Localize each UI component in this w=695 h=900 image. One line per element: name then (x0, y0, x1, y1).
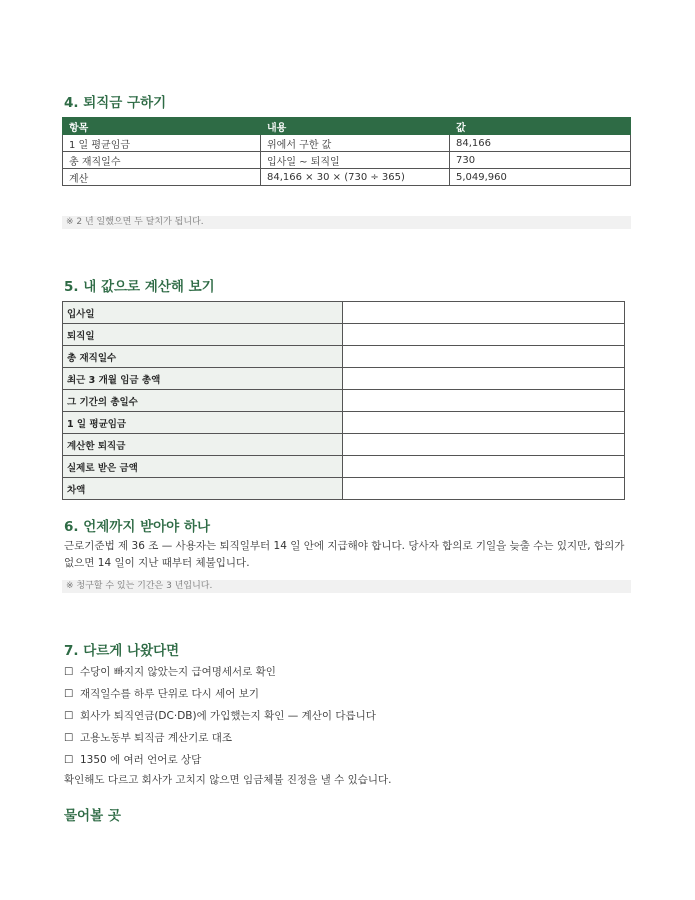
section-7-closing: 확인해도 다르고 회사가 고치지 않으면 임금체불 진정을 낼 수 있습니다. (64, 774, 392, 786)
checklist-item-label: 고용노동부 퇴직금 계산기로 대조 (80, 732, 233, 744)
form-row-input[interactable] (343, 368, 625, 390)
form-row (63, 434, 625, 456)
checklist-item-label: 1350 에 여러 언어로 상담 (80, 754, 202, 766)
table-row (63, 169, 631, 186)
table-cell: 84,166 (450, 135, 631, 152)
form-row-label: 최근 3 개월 임금 총액 (63, 368, 343, 390)
checklist-item[interactable] (64, 683, 376, 705)
table-cell: 5,049,960 (450, 169, 631, 186)
form-row-label: 입사일 (63, 302, 343, 324)
section-5-heading: 5. 내 값으로 계산해 보기 (64, 279, 215, 295)
table-cell: 입사일 ~ 퇴직일 (261, 152, 450, 169)
form-row (63, 478, 625, 500)
form-row (63, 324, 625, 346)
table-row (63, 152, 631, 169)
checkbox-icon[interactable]: ☐ (64, 710, 74, 722)
form-row-input[interactable] (343, 302, 625, 324)
table-cell: 위에서 구한 값 (261, 135, 450, 152)
column-header-value: 값 (450, 118, 631, 135)
form-row-label: 1 일 평균임금 (63, 412, 343, 434)
checkbox-icon[interactable]: ☐ (64, 732, 74, 744)
section-6-body: 근로기준법 제 36 조 — 사용자는 퇴직일부터 14 일 안에 지급해야 합니다. 당사자 합의로 기일을 늦출 수는 있지만, 합의가 없으면 14 일이 지난 때부터 체불입니다. (64, 540, 625, 569)
my-values-form-table (62, 301, 625, 500)
form-row-input[interactable] (343, 346, 625, 368)
form-row-input[interactable] (343, 324, 625, 346)
form-row (63, 456, 625, 478)
checklist-item[interactable] (64, 727, 376, 749)
table-cell: 계산 (63, 169, 261, 186)
checklist-item-label: 회사가 퇴직연금(DC·DB)에 가입했는지 확인 — 계산이 다릅니다 (80, 710, 376, 722)
checkbox-icon[interactable]: ☐ (64, 754, 74, 766)
table-row (63, 135, 631, 152)
form-row (63, 368, 625, 390)
table-cell: 1 일 평균임금 (63, 135, 261, 152)
section-4-heading: 4. 퇴직금 구하기 (64, 95, 167, 111)
section-6-heading: 6. 언제까지 받아야 하나 (64, 519, 210, 535)
table-cell: 총 재직일수 (63, 152, 261, 169)
table-cell: 730 (450, 152, 631, 169)
checkbox-icon[interactable]: ☐ (64, 688, 74, 700)
form-row-input[interactable] (343, 412, 625, 434)
checklist-item[interactable] (64, 661, 376, 683)
form-row-label: 차액 (63, 478, 343, 500)
form-row (63, 302, 625, 324)
form-row-input[interactable] (343, 434, 625, 456)
checkbox-icon[interactable]: ☐ (64, 666, 74, 678)
form-row (63, 390, 625, 412)
form-row-label: 실제로 받은 금액 (63, 456, 343, 478)
form-row-label: 계산한 퇴직금 (63, 434, 343, 456)
table-cell: 84,166 × 30 × (730 ÷ 365) (261, 169, 450, 186)
form-row-input[interactable] (343, 390, 625, 412)
checklist-item-label: 재직일수를 하루 단위로 다시 세어 보기 (80, 688, 259, 700)
form-row-label: 그 기간의 총일수 (63, 390, 343, 412)
table-header-row (63, 118, 631, 135)
form-row-input[interactable] (343, 478, 625, 500)
contact-heading: 물어볼 곳 (64, 808, 121, 824)
checklist-item-label: 수당이 빠지지 않았는지 급여명세서로 확인 (80, 666, 276, 678)
column-header-content: 내용 (261, 118, 450, 135)
form-row-label: 총 재직일수 (63, 346, 343, 368)
section-7-heading: 7. 다르게 나왔다면 (64, 643, 180, 659)
checklist (64, 661, 376, 771)
section-6-note: ※ 청구할 수 있는 기간은 3 년입니다. (62, 580, 631, 593)
checklist-item[interactable] (64, 705, 376, 727)
form-row (63, 412, 625, 434)
severance-calculation-table (62, 117, 631, 186)
form-row-label: 퇴직일 (63, 324, 343, 346)
checklist-item[interactable] (64, 749, 376, 771)
form-row (63, 346, 625, 368)
form-row-input[interactable] (343, 456, 625, 478)
section-4-note: ※ 2 년 일했으면 두 달치가 됩니다. (62, 216, 631, 229)
column-header-item: 항목 (63, 118, 261, 135)
